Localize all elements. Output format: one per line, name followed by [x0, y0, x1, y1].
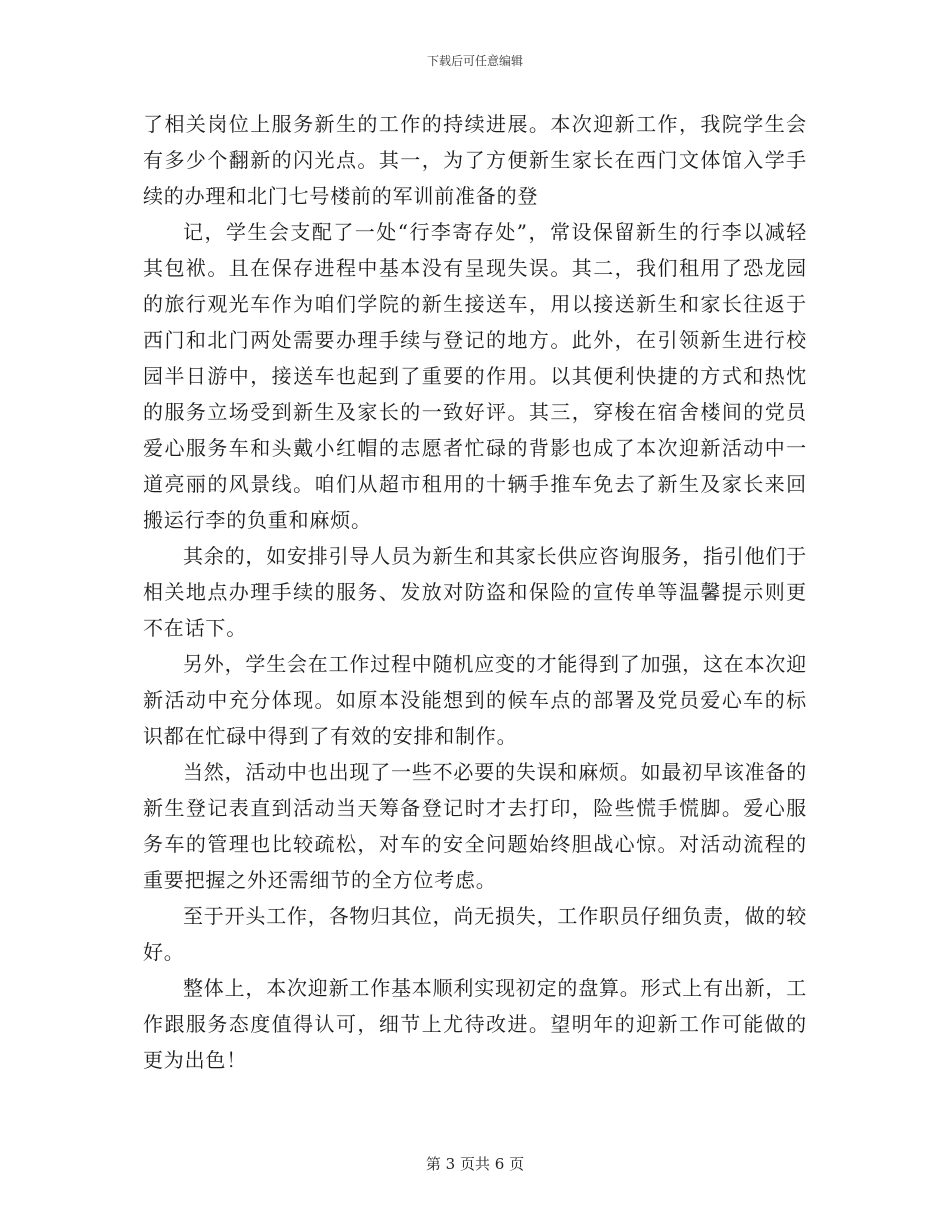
paragraph-6: 至于开头工作，各物归其位，尚无损失，工作职员仔细负责，做的较好。: [143, 904, 807, 964]
page-header: 下载后可任意编辑: [426, 54, 523, 68]
paragraph-3: 其余的，如安排引导人员为新生和其家长供应咨询服务，指引他们于相关地点办理手续的服务、发放对防盗和保险的宣传单等温馨提示则更不在话下。: [143, 544, 807, 640]
paragraph-2: 记，学生会支配了一处“行李寄存处”，常设保留新生的行李以减轻其包袱。且在保存进程中基本没有呈现失误。其二，我们租用了恐龙园的旅行观光车作为咱们学院的新生接送车，用以接送新生和家长往返于西门和北门两处需要办理手续与登记的地方。此外，在引领新生进行校园半日游中，接送车也起到了重要的作用。以其便利快捷的方式和热忱的服务立场受到新生及家长的一致好评。其三，穿梭在宿舍楼间的党员爱心服务车和头戴小红帽的志愿者忙碌的背影也成了本次迎新活动中一道亮丽的风景线。咱们从超市租用的十辆手推车免去了新生及家长来回搬运行李的负重和麻烦。: [143, 220, 807, 532]
paragraph-7: 整体上，本次迎新工作基本顺利实现初定的盘算。形式上有出新，工作跟服务态度值得认可，细节上尤待改进。望明年的迎新工作可能做的更为出色！: [143, 976, 807, 1072]
paragraph-5: 当然，活动中也出现了一些不必要的失误和麻烦。如最初早该准备的新生登记表直到活动当天筹备登记时才去打印，险些慌手慌脚。爱心服务车的管理也比较疏松，对车的安全问题始终胆战心惊。对活动流程的重要把握之外还需细节的全方位考虑。: [143, 760, 807, 892]
paragraph-4: 另外，学生会在工作过程中随机应变的才能得到了加强，这在本次迎新活动中充分体现。如原本没能想到的候车点的部署及党员爱心车的标识都在忙碌中得到了有效的安排和制作。: [143, 652, 807, 748]
paragraph-1: 了相关岗位上服务新生的工作的持续进展。本次迎新工作，我院学生会有多少个翻新的闪光点。其一，为了方便新生家长在西门文体馆入学手续的办理和北门七号楼前的军训前准备的登: [143, 112, 807, 208]
document-body: [143, 106, 807, 1078]
page-number: 第 3 页共 6 页: [425, 1155, 525, 1173]
